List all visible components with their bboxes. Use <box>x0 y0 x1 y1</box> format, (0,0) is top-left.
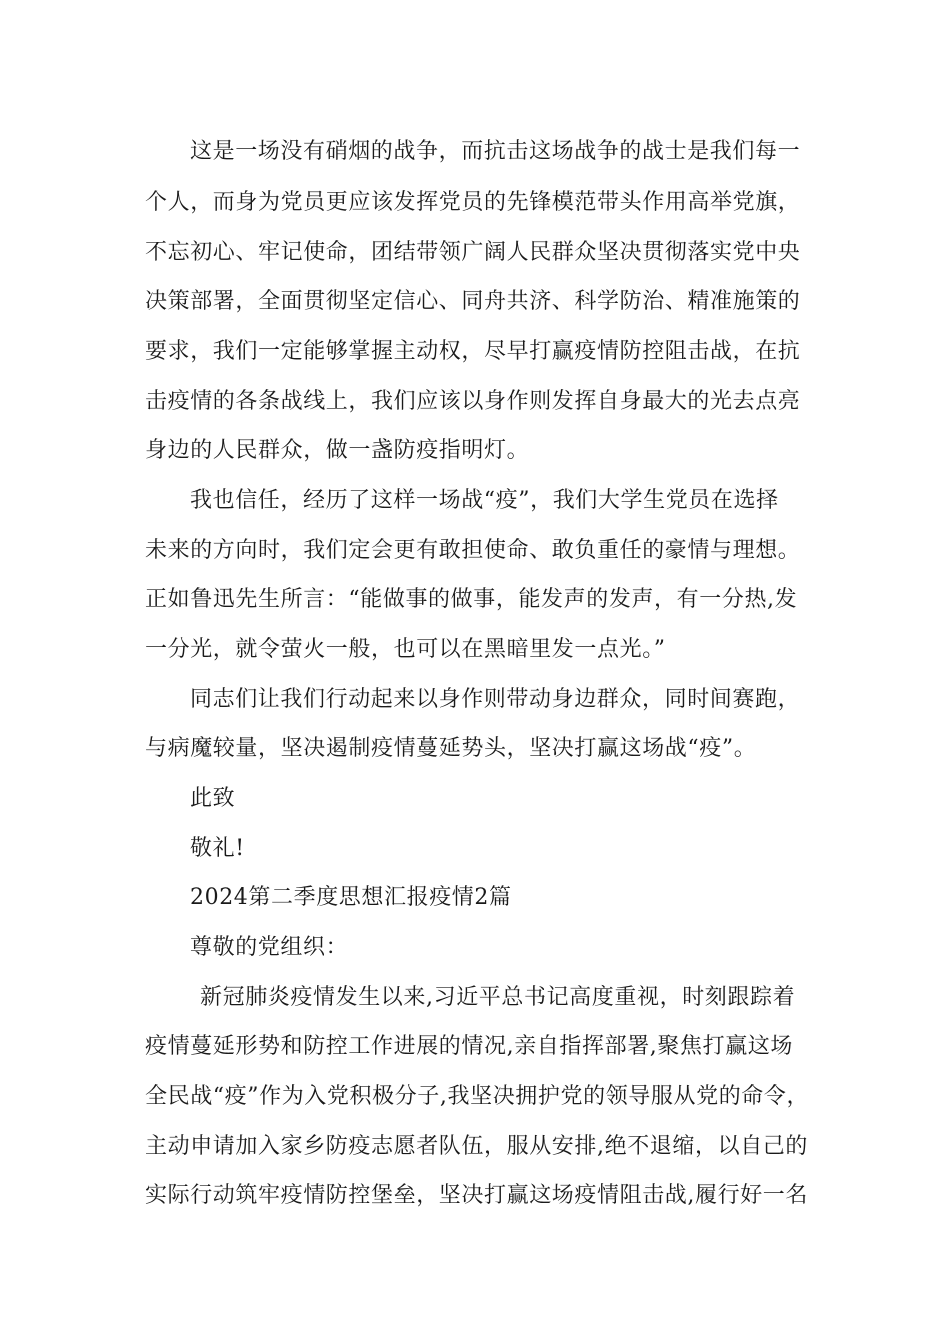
paragraph-4-line-5: 实际行动筑牢疫情防控堡垒，坚决打赢这场疫情阻击战,履行好一名 <box>145 1183 808 1208</box>
paragraph-1-line-3: 不忘初心、牢记使命，团结带领广阔人民群众坚决贯彻落实党中央 <box>145 240 801 265</box>
paragraph-3-line-1: 同志们让我们行动起来以身作则带动身边群众，同时间赛跑， <box>190 687 801 712</box>
paragraph-4-line-1: 新冠肺炎疫情发生以来,习近平总书记高度重视，时刻跟踪着 <box>200 985 796 1010</box>
section-title: 2024第二季度思想汇报疫情2篇 <box>190 885 512 910</box>
paragraph-4-line-3: 全民战“疫”作为入党积极分子,我坚决拥护党的领导服从党的命令， <box>145 1084 810 1109</box>
closing-salute: 敬礼! <box>190 836 245 861</box>
paragraph-4-line-4: 主动申请加入家乡防疫志愿者队伍，服从安排,绝不退缩，以自己的 <box>145 1134 808 1159</box>
paragraph-1-line-1: 这是一场没有硝烟的战争，而抗击这场战争的战士是我们每一 <box>190 139 801 164</box>
paragraph-1-line-2: 个人，而身为党员更应该发挥党员的先锋模范带头作用高举党旗， <box>145 190 801 215</box>
paragraph-2-line-4: 一分光，就令萤火一般，也可以在黑暗里发一点光。” <box>145 637 666 662</box>
paragraph-3-line-2: 与病魔较量，坚决遏制疫情蔓延势头，坚决打赢这场战“疫”。 <box>145 736 757 761</box>
paragraph-2-line-3: 正如鲁迅先生所言：“能做事的做事，能发声的发声，有一分热,发 <box>145 587 798 612</box>
paragraph-1-line-5: 要求，我们一定能够掌握主动权，尽早打赢疫情防控阻击战，在抗 <box>145 339 801 364</box>
paragraph-4-line-2: 疫情蔓延形势和防控工作进展的情况,亲自指挥部署,聚焦打赢这场 <box>145 1034 793 1059</box>
paragraph-2-line-1: 我也信任，经历了这样一场战“疫”，我们大学生党员在选择 <box>190 488 779 513</box>
paragraph-1-line-7: 身边的人民群众，做一盏防疫指明灯。 <box>145 438 530 463</box>
paragraph-1-line-6: 击疫情的各条战线上，我们应该以身作则发挥自身最大的光去点亮 <box>145 389 801 414</box>
closing-greeting: 此致 <box>190 786 236 811</box>
salutation: 尊敬的党组织： <box>190 935 349 960</box>
paragraph-1-line-4: 决策部署，全面贯彻坚定信心、同舟共济、科学防治、精准施策的 <box>145 289 801 314</box>
paragraph-2-line-2: 未来的方向时，我们定会更有敢担使命、敢负重任的豪情与理想。 <box>145 538 801 563</box>
